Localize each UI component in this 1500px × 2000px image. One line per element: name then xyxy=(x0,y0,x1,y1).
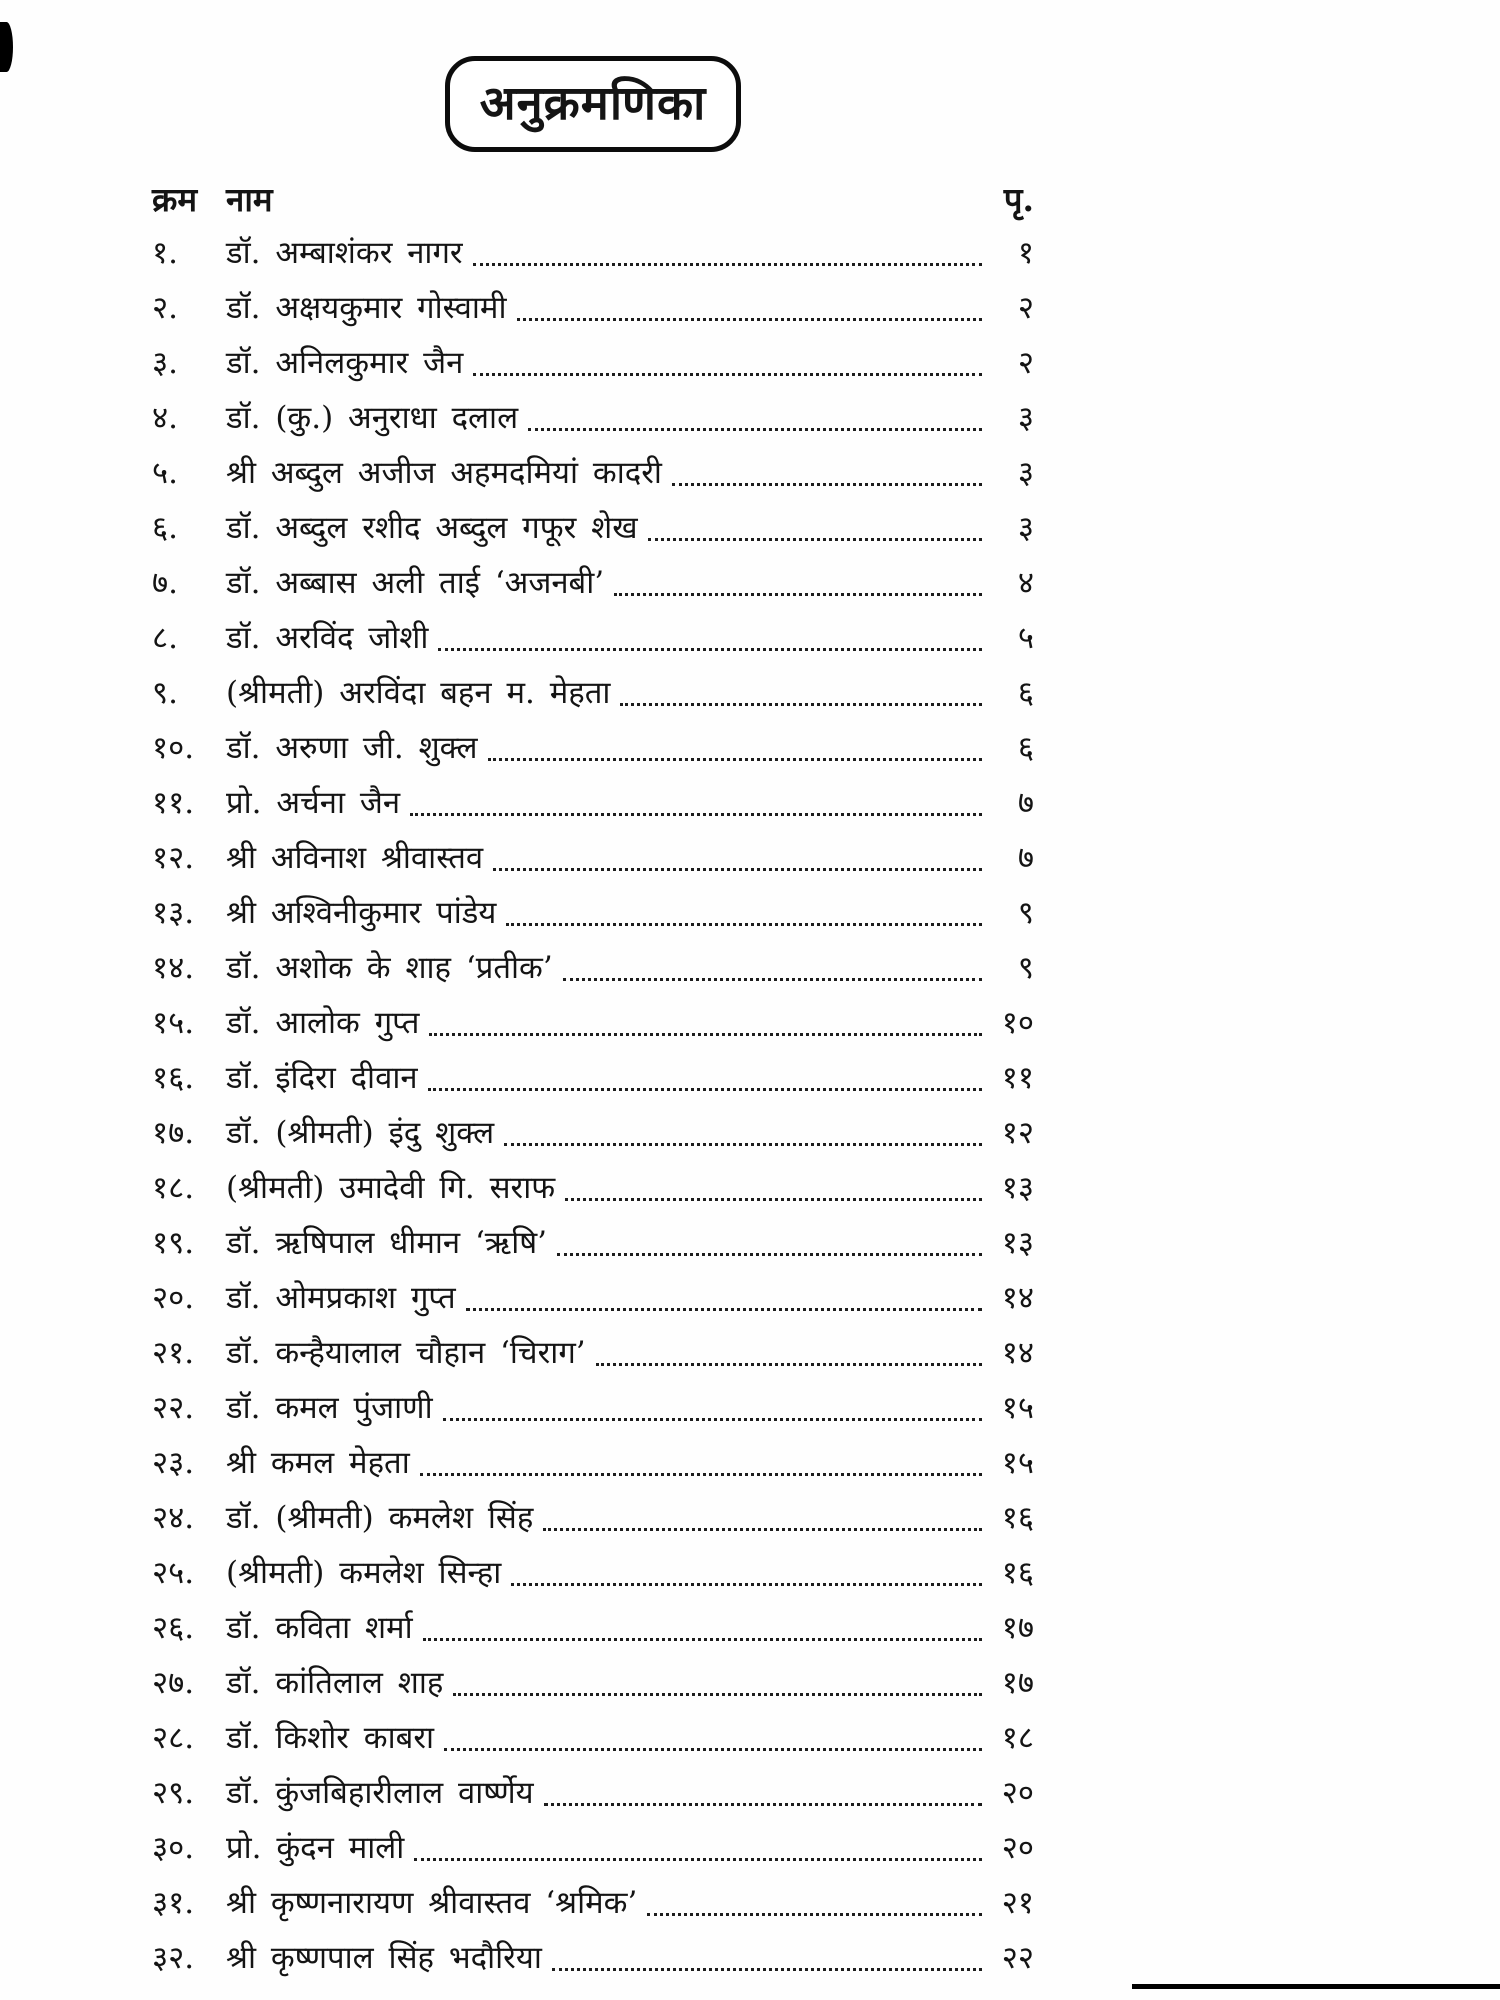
entry-name: डॉ. कांतिलाल शाह xyxy=(226,1665,444,1701)
entry-page: १६ xyxy=(1001,1500,1034,1536)
entry-page: १२ xyxy=(1001,1115,1034,1151)
toc-row xyxy=(152,1876,1034,1931)
toc-row xyxy=(152,446,1034,501)
entry-page: १४ xyxy=(1001,1280,1034,1316)
entry-name: डॉ. अरविंद जोशी xyxy=(226,620,429,656)
dotted-leader xyxy=(414,1858,982,1861)
entry-page: ७ xyxy=(1017,785,1034,821)
toc-row xyxy=(152,556,1034,611)
toc-content xyxy=(152,56,1034,1986)
entry-page: १६ xyxy=(1001,1555,1034,1591)
toc-entries xyxy=(152,226,1034,1986)
entry-name: डॉ. (श्रीमती) कमलेश सिंह xyxy=(226,1500,534,1536)
entry-serial: ३१. xyxy=(152,1885,195,1921)
toc-row xyxy=(152,1766,1034,1821)
dotted-leader xyxy=(544,1803,982,1806)
entry-page: १४ xyxy=(1001,1335,1034,1371)
entry-page: ३ xyxy=(1017,455,1034,491)
toc-row xyxy=(152,1271,1034,1326)
dotted-leader xyxy=(488,758,982,761)
entry-page: ५ xyxy=(1017,620,1034,656)
entry-serial: २९. xyxy=(152,1775,195,1811)
toc-row xyxy=(152,1711,1034,1766)
toc-row xyxy=(152,1106,1034,1161)
entry-page: १३ xyxy=(1001,1170,1034,1206)
entry-serial: २०. xyxy=(152,1280,195,1316)
dotted-leader xyxy=(420,1473,982,1476)
dotted-leader xyxy=(504,1143,982,1146)
entry-serial: १०. xyxy=(152,730,195,766)
toc-header-row xyxy=(152,176,1034,224)
entry-page: १७ xyxy=(1001,1665,1034,1701)
entry-serial: ११. xyxy=(152,785,195,821)
dotted-leader xyxy=(552,1968,982,1971)
entry-name: डॉ. अब्बास अली ताई ‘अजनबी’ xyxy=(226,565,605,601)
entry-serial: १७. xyxy=(152,1115,195,1151)
entry-name: श्री कृष्णपाल सिंह भदौरिया xyxy=(226,1940,542,1976)
toc-row xyxy=(152,1821,1034,1876)
entry-serial: २२. xyxy=(152,1390,195,1426)
entry-page: १५ xyxy=(1001,1390,1034,1426)
entry-page: ७ xyxy=(1017,840,1034,876)
entry-serial: ६. xyxy=(152,510,178,546)
toc-row xyxy=(152,1161,1034,1216)
toc-row xyxy=(152,886,1034,941)
entry-page: ४ xyxy=(1017,565,1034,601)
toc-row xyxy=(152,1656,1034,1711)
page-title: अनुक्रमणिका xyxy=(479,76,707,131)
toc-row xyxy=(152,941,1034,996)
entry-serial: ८. xyxy=(152,620,178,656)
entry-page: २० xyxy=(1001,1775,1034,1811)
entry-serial: २४. xyxy=(152,1500,195,1536)
toc-row xyxy=(152,1491,1034,1546)
entry-name: डॉ. अम्बाशंकर नागर xyxy=(226,235,463,271)
entry-page: २० xyxy=(1001,1830,1034,1866)
entry-name: डॉ. कन्हैयालाल चौहान ‘चिराग’ xyxy=(226,1335,586,1371)
entry-name: डॉ. इंदिरा दीवान xyxy=(226,1060,418,1096)
column-header-serial: क्रम xyxy=(152,180,198,219)
toc-row xyxy=(152,776,1034,831)
entry-serial: ३. xyxy=(152,345,178,381)
toc-row xyxy=(152,1051,1034,1106)
toc-row xyxy=(152,666,1034,721)
scan-artifact-bottom-right xyxy=(1132,1984,1500,1989)
dotted-leader xyxy=(410,813,982,816)
toc-row xyxy=(152,831,1034,886)
page-title-box xyxy=(445,56,742,152)
entry-serial: ५. xyxy=(152,455,178,491)
toc-row xyxy=(152,1546,1034,1601)
entry-name: डॉ. अक्षयकुमार गोस्वामी xyxy=(226,290,507,326)
dotted-leader xyxy=(620,703,982,706)
entry-serial: ९. xyxy=(152,675,178,711)
entry-name: डॉ. अशोक के शाह ‘प्रतीक’ xyxy=(226,950,553,986)
toc-row xyxy=(152,996,1034,1051)
dotted-leader xyxy=(466,1308,982,1311)
entry-page: २२ xyxy=(1001,1940,1034,1976)
toc-row xyxy=(152,226,1034,281)
entry-serial: २६. xyxy=(152,1610,195,1646)
dotted-leader xyxy=(506,923,982,926)
dotted-leader xyxy=(565,1198,982,1201)
entry-page: १८ xyxy=(1001,1720,1034,1756)
entry-name: डॉ. अरुणा जी. शुक्ल xyxy=(226,730,478,766)
dotted-leader xyxy=(473,373,982,376)
entry-name: डॉ. अब्दुल रशीद अब्दुल गफूर शेख xyxy=(226,510,638,546)
entry-name: डॉ. आलोक गुप्त xyxy=(226,1005,420,1041)
entry-serial: १२. xyxy=(152,840,195,876)
dotted-leader xyxy=(557,1253,982,1256)
dotted-leader xyxy=(672,483,982,486)
entry-name: डॉ. (श्रीमती) इंदु शुक्ल xyxy=(226,1115,495,1151)
entry-serial: १५. xyxy=(152,1005,195,1041)
entry-name: श्री कृष्णनारायण श्रीवास्तव ‘श्रमिक’ xyxy=(226,1885,638,1921)
entry-serial: ७. xyxy=(152,565,178,601)
entry-page: ६ xyxy=(1017,675,1034,711)
dotted-leader xyxy=(453,1693,982,1696)
entry-serial: १. xyxy=(152,235,178,271)
entry-serial: १६. xyxy=(152,1060,195,1096)
entry-page: १३ xyxy=(1001,1225,1034,1261)
dotted-leader xyxy=(444,1748,982,1751)
dotted-leader xyxy=(647,1913,982,1916)
entry-name: डॉ. अनिलकुमार जैन xyxy=(226,345,464,381)
entry-page: ९ xyxy=(1017,950,1034,986)
toc-row xyxy=(152,1931,1034,1986)
entry-page: ३ xyxy=(1017,400,1034,436)
entry-serial: ४. xyxy=(152,400,178,436)
entry-page: १ xyxy=(1017,235,1034,271)
entry-name: प्रो. कुंदन माली xyxy=(226,1830,405,1866)
entry-name: (श्रीमती) उमादेवी गि. सराफ xyxy=(226,1170,556,1206)
toc-row xyxy=(152,501,1034,556)
entry-name: श्री कमल मेहता xyxy=(226,1445,410,1481)
entry-serial: १९. xyxy=(152,1225,195,1261)
entry-serial: १३. xyxy=(152,895,195,931)
entry-page: ३ xyxy=(1017,510,1034,546)
dotted-leader xyxy=(543,1528,982,1531)
dotted-leader xyxy=(438,648,982,651)
entry-name: डॉ. कविता शर्मा xyxy=(226,1610,413,1646)
entry-page: १० xyxy=(1001,1005,1034,1041)
entry-name: श्री अश्विनीकुमार पांडेय xyxy=(226,895,497,931)
dotted-leader xyxy=(648,538,982,541)
toc-row xyxy=(152,391,1034,446)
dotted-leader xyxy=(596,1363,982,1366)
entry-name: प्रो. अर्चना जैन xyxy=(226,785,401,821)
entry-serial: १८. xyxy=(152,1170,195,1206)
toc-row xyxy=(152,281,1034,336)
entry-page: १७ xyxy=(1001,1610,1034,1646)
dotted-leader xyxy=(429,1033,982,1036)
toc-row xyxy=(152,611,1034,666)
toc-row xyxy=(152,1381,1034,1436)
toc-row xyxy=(152,1436,1034,1491)
entry-name: श्री अविनाश श्रीवास्तव xyxy=(226,840,484,876)
entry-serial: ३२. xyxy=(152,1940,195,1976)
entry-serial: १४. xyxy=(152,950,195,986)
toc-row xyxy=(152,1216,1034,1271)
entry-page: ९ xyxy=(1017,895,1034,931)
entry-page: ६ xyxy=(1017,730,1034,766)
dotted-leader xyxy=(428,1088,982,1091)
toc-row xyxy=(152,1326,1034,1381)
entry-serial: २५. xyxy=(152,1555,195,1591)
entry-page: १५ xyxy=(1001,1445,1034,1481)
entry-page: ११ xyxy=(1001,1060,1034,1096)
dotted-leader xyxy=(528,428,982,431)
dotted-leader xyxy=(614,593,982,596)
entry-page: २१ xyxy=(1001,1885,1034,1921)
toc-row xyxy=(152,1601,1034,1656)
toc-row xyxy=(152,721,1034,776)
toc-row xyxy=(152,336,1034,391)
dotted-leader xyxy=(511,1583,982,1586)
entry-serial: २८. xyxy=(152,1720,195,1756)
entry-name: डॉ. कुंजबिहारीलाल वार्ष्णेय xyxy=(226,1775,534,1811)
entry-serial: २. xyxy=(152,290,178,326)
entry-page: २ xyxy=(1017,290,1034,326)
dotted-leader xyxy=(517,318,983,321)
dotted-leader xyxy=(443,1418,982,1421)
entry-name: श्री अब्दुल अजीज अहमदमियां कादरी xyxy=(226,455,662,491)
entry-serial: ३०. xyxy=(152,1830,195,1866)
entry-page: २ xyxy=(1017,345,1034,381)
entry-serial: २७. xyxy=(152,1665,195,1701)
entry-serial: २३. xyxy=(152,1445,195,1481)
dotted-leader xyxy=(493,868,982,871)
entry-name: डॉ. ओमप्रकाश गुप्त xyxy=(226,1280,456,1316)
entry-name: डॉ. (कु.) अनुराधा दलाल xyxy=(226,400,519,436)
column-header-name: नाम xyxy=(226,180,273,219)
entry-name: डॉ. ऋषिपाल धीमान ‘ऋषि’ xyxy=(226,1225,548,1261)
entry-name: (श्रीमती) अरविंदा बहन म. मेहता xyxy=(226,675,611,711)
scan-artifact-top-left xyxy=(0,22,13,72)
dotted-leader xyxy=(563,978,982,981)
entry-serial: २१. xyxy=(152,1335,195,1371)
entry-name: (श्रीमती) कमलेश सिन्हा xyxy=(226,1555,502,1591)
dotted-leader xyxy=(473,263,982,266)
entry-name: डॉ. किशोर काबरा xyxy=(226,1720,435,1756)
dotted-leader xyxy=(423,1638,982,1641)
column-header-page: पृ. xyxy=(1003,180,1034,219)
entry-name: डॉ. कमल पुंजाणी xyxy=(226,1390,433,1426)
